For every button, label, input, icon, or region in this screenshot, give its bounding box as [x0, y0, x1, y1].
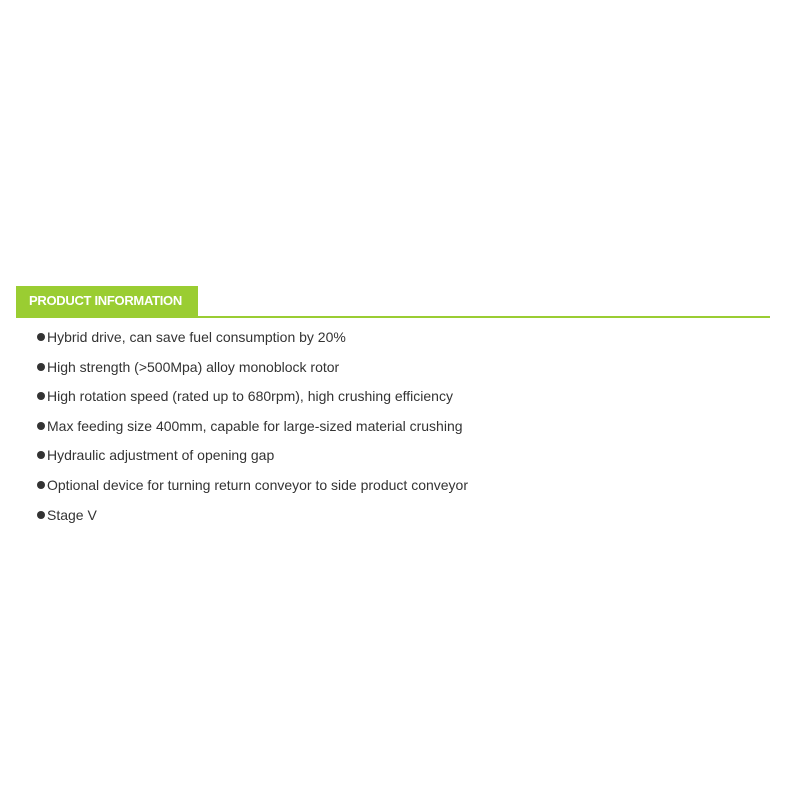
product-information-section	[16, 286, 770, 534]
bullet-icon	[37, 392, 45, 400]
feature-text: Hydraulic adjustment of opening gap	[47, 447, 275, 464]
feature-text: Hybrid drive, can save fuel consumption by 20%	[47, 329, 346, 345]
section-title-tab: PRODUCT INFORMATION	[16, 286, 198, 316]
bullet-icon	[37, 422, 45, 430]
feature-item	[37, 327, 770, 357]
feature-text: Optional device for turning return conveyor to side product conveyor	[47, 476, 469, 493]
feature-text: High rotation speed (rated up to 680rpm), high crushing efficiency	[47, 388, 453, 405]
feature-text: High strength (>500Mpa) alloy monoblock rotor	[47, 358, 340, 375]
feature-text: Max feeding size 400mm, capable for large-sized material crushing	[47, 417, 463, 434]
bullet-icon	[37, 451, 45, 459]
feature-list	[16, 327, 770, 534]
bullet-icon	[37, 333, 45, 341]
feature-item	[37, 357, 770, 387]
feature-item	[37, 386, 770, 416]
feature-text: Stage V	[47, 506, 97, 523]
feature-item	[37, 505, 770, 535]
bullet-icon	[37, 511, 45, 519]
bullet-icon	[37, 363, 45, 371]
feature-item	[37, 416, 770, 446]
section-header-bar	[16, 286, 770, 318]
bullet-icon	[37, 481, 45, 489]
feature-item	[37, 445, 770, 475]
feature-item	[37, 475, 770, 505]
